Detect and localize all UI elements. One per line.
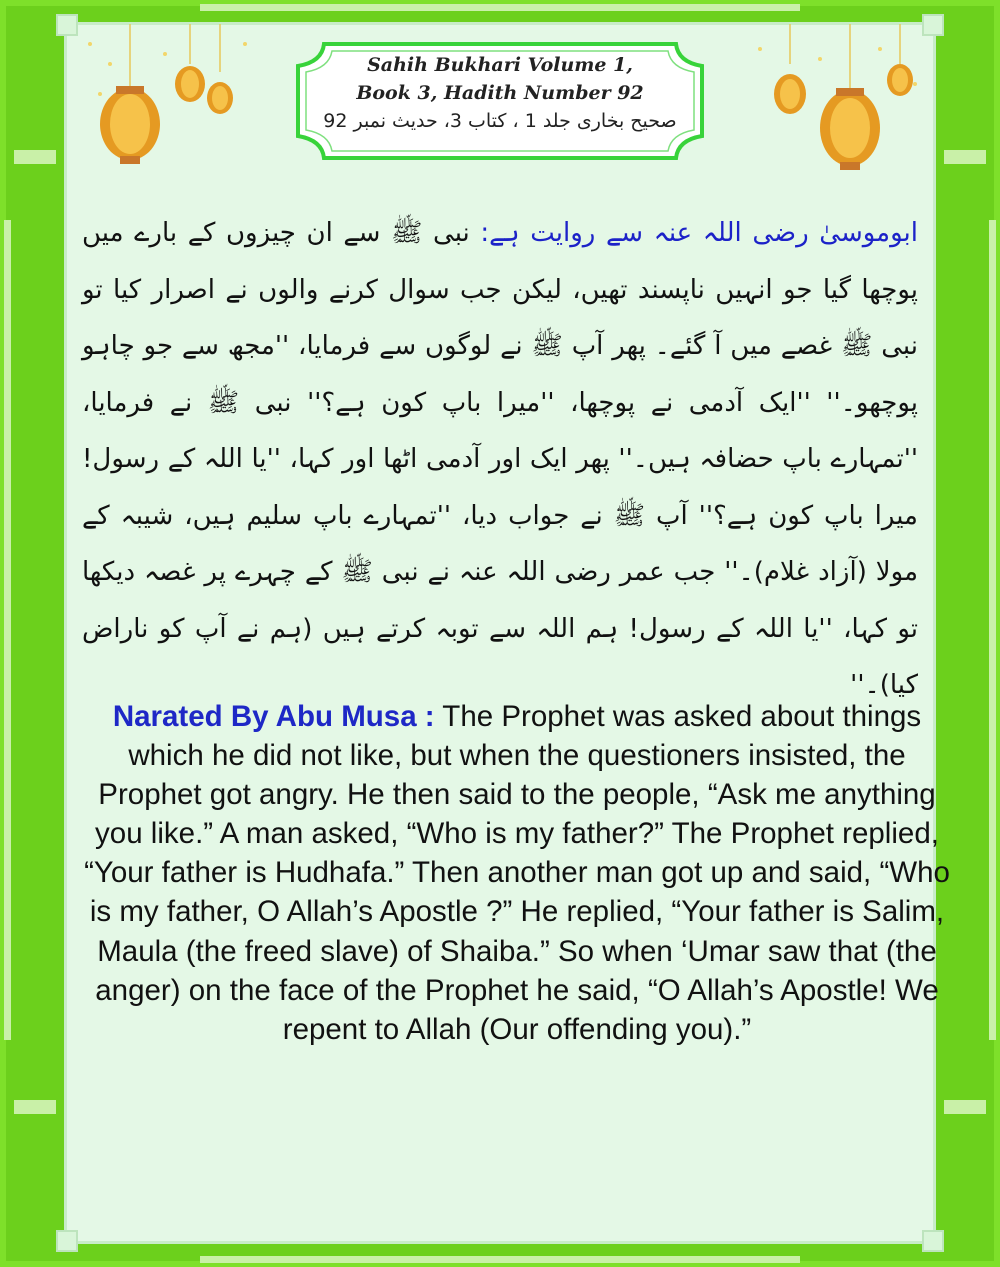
english-narrator-lead: Narated By Abu Musa :	[112, 700, 435, 733]
lanterns-left-decoration	[70, 24, 270, 174]
title-line-1: Sahih Bukhari Volume 1,	[367, 54, 633, 76]
frame-tab-left-bottom	[14, 1100, 56, 1114]
urdu-body: نبی ﷺ سے ان چیزوں کے بارے میں پوچھا گیا جو انہیں ناپسند تھیں، لیکن جب سوال کرنے والوں نے اصرار کیا تو نبی ﷺ غصے میں آ گئے۔ پھر آپ ﷺ نے لوگوں سے فرمایا، ''مجھ سے جو چاہو پوچھو۔'' ''ایک آدمی نے پوچھا، ''میرا باپ کون ہے؟'' نبی ﷺ نے فرمایا، ''تمہارے باپ حضافہ ہیں۔'' پھر ایک اور آدمی اٹھا اور کہا، ''یا اللہ کے رسول! میرا باپ کون ہے؟'' آپ ﷺ نے جواب دیا، ''تمہارے باپ سلیم ہیں، شیبہ کے مولا (آزاد غلام)۔'' جب عمر رضی اللہ عنہ نے نبی ﷺ کے چہرے پر غصہ دیکھا تو کہا، ''یا اللہ کے رسول! ہم اللہ سے توبہ کرتے ہیں (ہم نے آپ کو ناراض کیا)۔''	[82, 218, 918, 700]
title-plaque	[290, 42, 710, 160]
english-paragraph	[84, 697, 950, 1049]
frame-tab-right-bottom	[944, 1100, 986, 1114]
frame-tab-right-top	[944, 150, 986, 164]
frame-strip-top	[200, 4, 800, 11]
urdu-paragraph	[82, 205, 918, 714]
english-body: The Prophet was asked about things which he did not like, but when the questioners insisted, the Prophet got angry. He then said to the people, “Ask me anything you like.” A man asked, “Who is my father?” The Prophet replied, “Your father is Hudhafa.” Then another man got up and said, “Who is my father, O Allah’s Apostle ?” He replied, “Your father is Salim, Maula (the freed slave) of Shaiba.” So when ‘Umar saw that (the anger) on the face of the Prophet he said, “O Allah’s Apostle! We repent to Allah (Our offending you).”	[84, 700, 950, 1046]
title-urdu: صحیح بخاری جلد 1 ، کتاب 3، حدیث نمبر 92	[323, 110, 677, 132]
frame-strip-left	[4, 220, 11, 1040]
frame-strip-bottom	[200, 1256, 800, 1263]
panel-corner-bl	[56, 1230, 78, 1252]
panel-corner-br	[922, 1230, 944, 1252]
urdu-narrator-lead: ابوموسیٰ رضی اللہ عنہ سے روایت ہے:	[480, 218, 918, 248]
title-line-2: Book 3, Hadith Number 92	[356, 82, 644, 104]
frame-strip-right	[989, 220, 996, 1040]
frame-tab-left-top	[14, 150, 56, 164]
lanterns-right-decoration	[730, 24, 930, 174]
